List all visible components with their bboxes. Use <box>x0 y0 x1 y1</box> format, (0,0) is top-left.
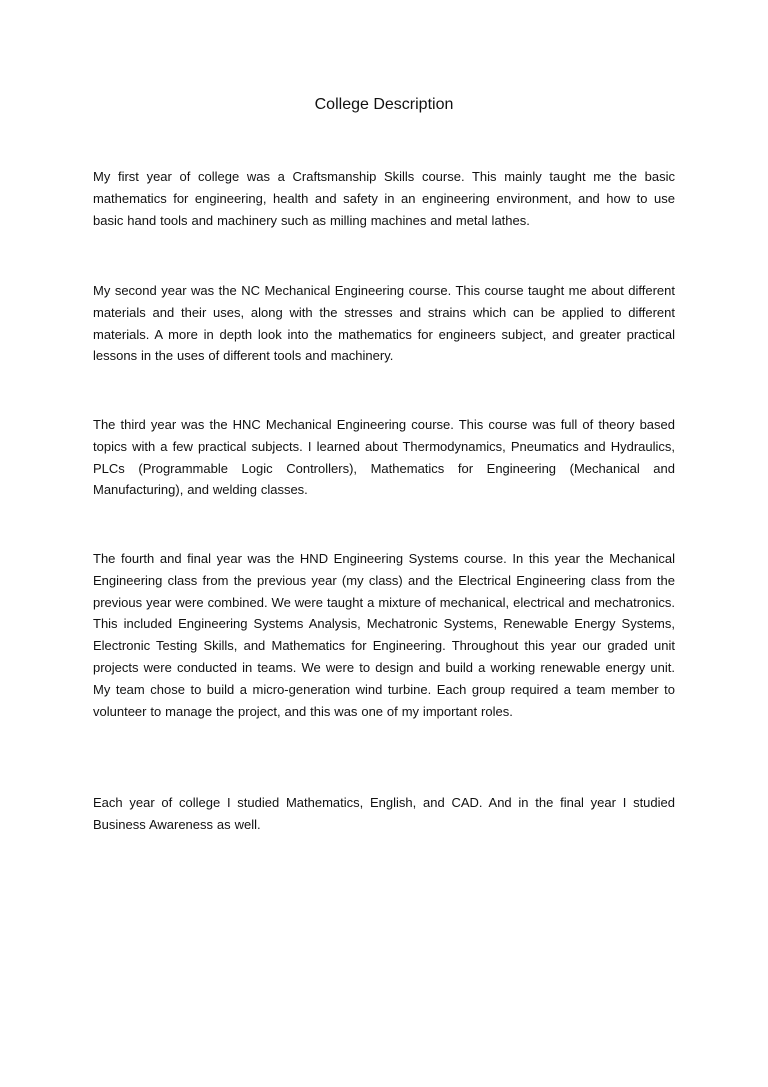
page-title: College Description <box>314 96 454 113</box>
paragraph-second-year: My second year was the NC Mechanical Engineering course. This course taught me about different materials and their uses, along with the stresses and strains which can be applied to different materials. A more in depth look into the mathematics for engineers subject, and greater practical lessons in the uses of different tools and machinery. <box>93 283 675 364</box>
paragraph-summary: Each year of college I studied Mathematics, English, and CAD. And in the final year I studied Business Awareness as well. <box>93 795 675 832</box>
paragraph-third-year: The third year was the HNC Mechanical Engineering course. This course was full of theory based topics with a few practical subjects. I learned about Thermodynamics, Pneumatics and Hydraulics, PLCs (Programmable Logic Controllers), Mathematics for Engineering (Mechanical and Manufacturing), and welding classes. <box>93 417 675 498</box>
paragraph-first-year: My first year of college was a Craftsmanship Skills course. This mainly taught me the basic mathematics for engineering, health and safety in an engineering environment, and how to use basic hand tools and machinery such as milling machines and metal lathes. <box>93 169 675 228</box>
paragraph-fourth-year: The fourth and final year was the HND Engineering Systems course. In this year the Mechanical Engineering class from the previous year (my class) and the Electrical Engineering class from the previous year were combined. We were taught a mixture of mechanical, electrical and mechatronics. This included Engineering Systems Analysis, Mechatronic Systems, Renewable Energy Systems, Electronic Testing Skills, and Mathematics for Engineering. Throughout this year our graded unit projects were conducted in teams. We were to design and build a working renewable energy unit. My team chose to build a micro-generation wind turbine. Each group required a team member to volunteer to manage the project, and this was one of my important roles. <box>93 551 675 719</box>
